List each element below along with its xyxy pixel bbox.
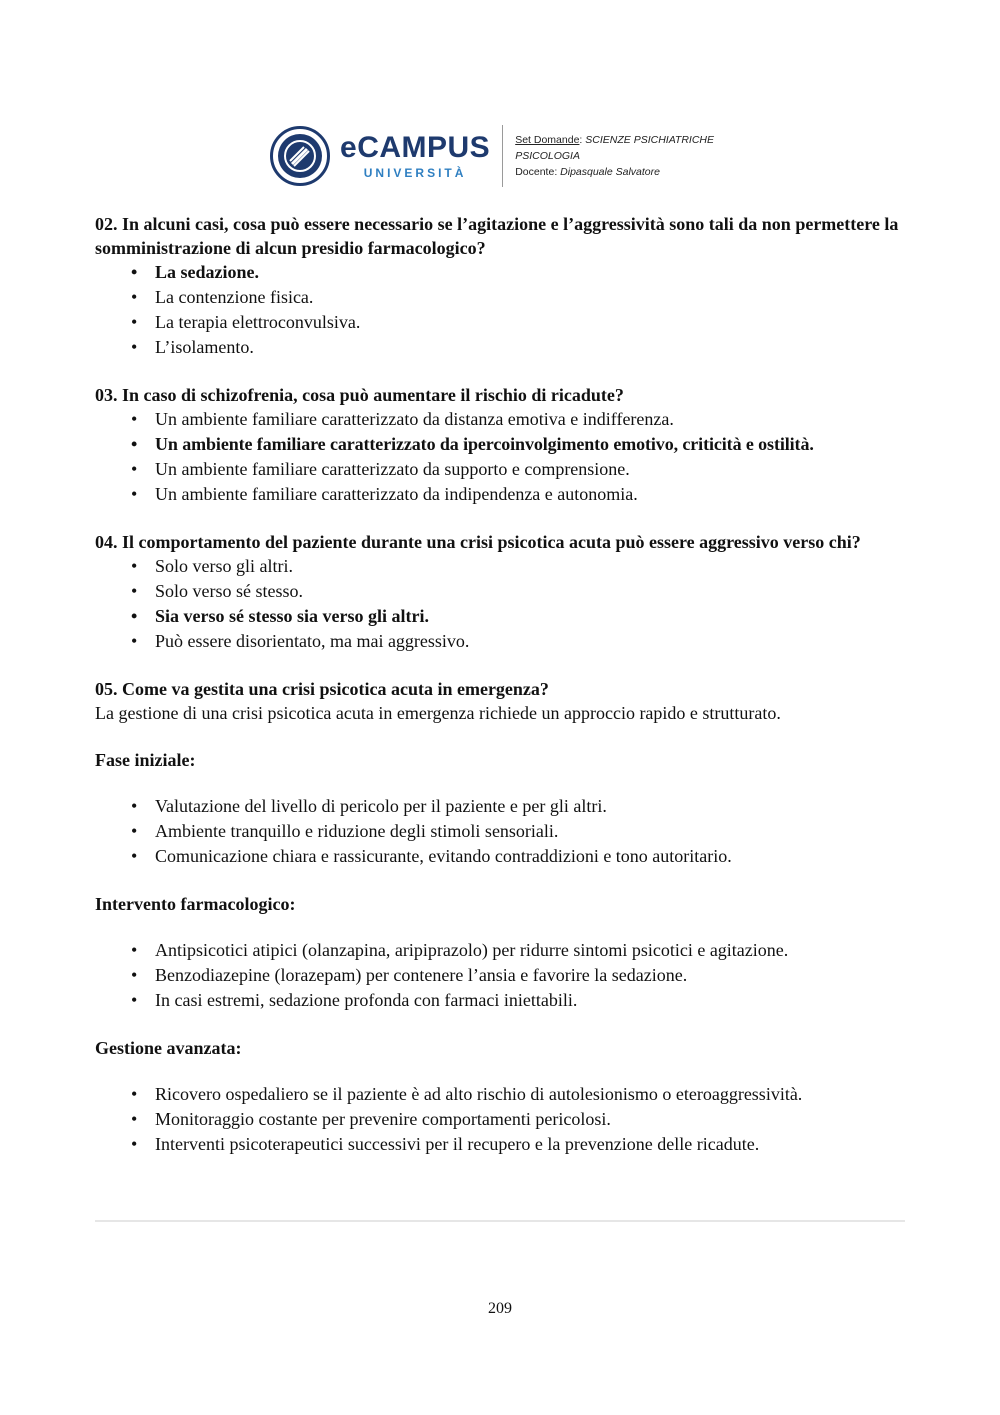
document-body <box>95 212 915 1180</box>
question-title: 05. Come va gestita una crisi psicotica acuta in emergenza? <box>95 679 549 699</box>
answer-list <box>95 260 915 360</box>
page-header <box>270 124 714 188</box>
section-fase-iniziale <box>95 748 915 869</box>
answer-intro: La gestione di una crisi psicotica acuta in emergenza richiede un approccio rapido e strutturato. <box>95 703 781 723</box>
ecampus-logo-emblem <box>270 126 330 186</box>
list-item: • Interventi psicoterapeutici successivi per il recupero e la prevenzione delle ricadute. <box>131 1134 760 1154</box>
answer-option: • Un ambiente familiare caratterizzato da distanza emotiva e indifferenza. <box>131 409 674 429</box>
brand-prefix: e <box>340 130 358 164</box>
page-number: 209 <box>488 1300 512 1317</box>
question-04 <box>95 530 915 654</box>
answer-option: • L’isolamento. <box>131 337 254 357</box>
answer-option: • Solo verso gli altri. <box>131 556 293 576</box>
question-title: 04. Il comportamento del paziente durante una crisi psicotica acuta può essere aggressivo verso chi? <box>95 532 861 552</box>
answer-option: • Può essere disorientato, ma mai aggressivo. <box>131 631 470 651</box>
answer-option: • Un ambiente familiare caratterizzato da indipendenza e autonomia. <box>131 484 638 504</box>
question-03 <box>95 383 915 507</box>
answer-option-correct: • Sia verso sé stesso sia verso gli altri. <box>131 606 429 626</box>
list-item: • Comunicazione chiara e rassicurante, evitando contraddizioni e tono autoritario. <box>131 846 732 866</box>
answer-option-correct: • Un ambiente familiare caratterizzato da ipercoinvolgimento emotivo, criticità e ostilità. <box>131 434 814 454</box>
section-list <box>95 938 915 1013</box>
list-item: • Valutazione del livello di pericolo per il paziente e per gli altri. <box>131 796 607 816</box>
section-intervento-farmacologico <box>95 892 915 1013</box>
brand-subtitle: UNIVERSITÀ <box>363 165 467 180</box>
set-label: Set Domande <box>515 134 580 146</box>
section-heading: Fase iniziale: <box>95 750 196 770</box>
answer-list <box>95 407 915 507</box>
list-item: • Ricovero ospedaliero se il paziente è ad alto rischio di autolesionismo o eteroaggressività. <box>131 1084 803 1104</box>
pen-emblem-icon <box>283 139 317 173</box>
question-title: 03. In caso di schizofrenia, cosa può aumentare il rischio di ricadute? <box>95 385 624 405</box>
docente-value: Dipasquale Salvatore <box>560 166 660 178</box>
list-item: • Antipsicotici atipici (olanzapina, aripiprazolo) per ridurre sintomi psicotici e agitazione. <box>131 940 789 960</box>
answer-list <box>95 554 915 654</box>
list-item: • In casi estremi, sedazione profonda con farmaci iniettabili. <box>131 990 578 1010</box>
answer-option: • Un ambiente familiare caratterizzato da supporto e comprensione. <box>131 459 630 479</box>
ecampus-logo-text <box>340 130 491 180</box>
set-value: SCIENZE PSICHIATRICHE <box>585 134 715 146</box>
section-list <box>95 794 915 869</box>
answer-option: • La contenzione fisica. <box>131 287 314 307</box>
answer-option: • La terapia elettroconvulsiva. <box>131 312 361 332</box>
list-item: • Benzodiazepine (lorazepam) per contenere l’ansia e favorire la sedazione. <box>131 965 688 985</box>
answer-option: • Solo verso sé stesso. <box>131 581 303 601</box>
list-item: • Monitoraggio costante per prevenire comportamenti pericolosi. <box>131 1109 611 1129</box>
header-divider <box>502 125 503 187</box>
brand-name: CAMPUS <box>357 130 491 164</box>
header-info: Set Domande: SCIENZE PSICHIATRICHE PSICOLOGIA Docente: Dipasquale Salvatore <box>515 134 715 178</box>
set-value-2: PSICOLOGIA <box>515 150 580 162</box>
question-title: 02. In alcuni casi, cosa può essere necessario se l’agitazione e l’aggressività sono tali da non permettere la somministrazione di alcun presidio farmacologico? <box>95 214 899 258</box>
section-heading: Intervento farmacologico: <box>95 894 296 914</box>
list-item: • Ambiente tranquillo e riduzione degli stimoli sensoriali. <box>131 821 559 841</box>
answer-option-correct: • La sedazione. <box>131 262 260 282</box>
question-05 <box>95 677 915 725</box>
section-gestione-avanzata <box>95 1036 915 1157</box>
footer-divider <box>95 1220 905 1222</box>
section-list <box>95 1082 915 1157</box>
question-02 <box>95 212 915 360</box>
docente-label: Docente <box>515 166 555 178</box>
section-heading: Gestione avanzata: <box>95 1038 242 1058</box>
